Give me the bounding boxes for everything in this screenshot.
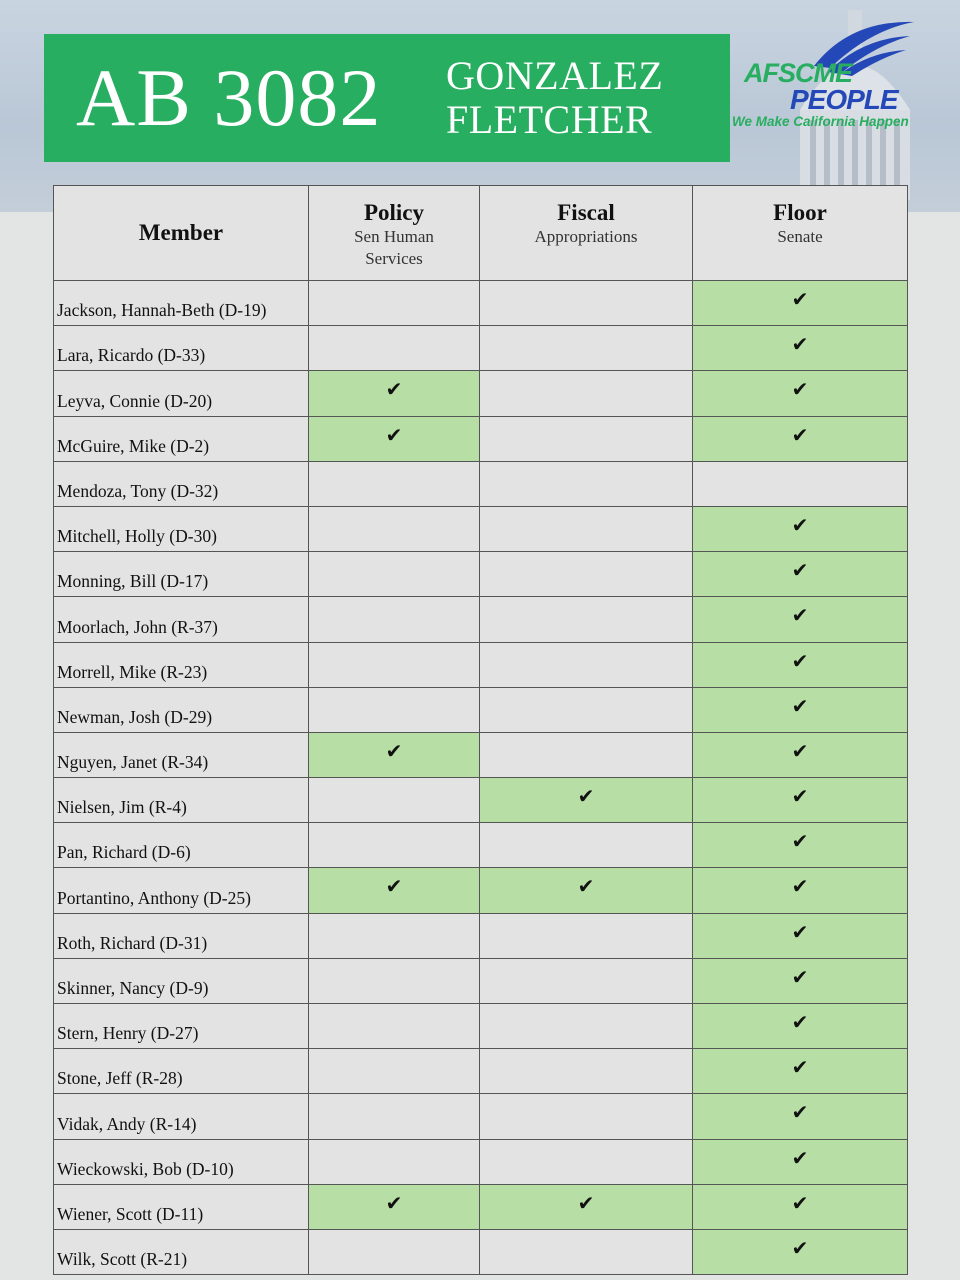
checkmark-icon: ✔ — [791, 512, 809, 537]
table-row — [54, 506, 908, 551]
floor-vote-cell — [693, 326, 908, 371]
table-row — [54, 778, 908, 823]
policy-vote-cell — [309, 552, 480, 597]
member-name: Newman, Josh (D-29) — [54, 687, 309, 732]
member-name: McGuire, Mike (D-2) — [54, 416, 309, 461]
table-row — [54, 416, 908, 461]
checkmark-icon: ✔ — [791, 1190, 809, 1215]
policy-vote-cell — [309, 1184, 480, 1229]
floor-vote-cell — [693, 597, 908, 642]
checkmark-icon: ✔ — [791, 422, 809, 447]
checkmark-icon: ✔ — [791, 919, 809, 944]
policy-subtitle: Sen Human Services — [354, 227, 434, 268]
checkmark-icon: ✔ — [791, 1010, 809, 1034]
table-row — [54, 1094, 908, 1139]
table-row — [54, 868, 908, 913]
fiscal-vote-cell — [480, 778, 693, 823]
fiscal-vote-cell — [480, 823, 693, 868]
policy-vote-cell — [309, 823, 480, 868]
table-row — [54, 461, 908, 506]
floor-vote-cell — [693, 552, 908, 597]
table-header-row — [54, 186, 908, 281]
policy-vote-cell — [309, 913, 480, 958]
fiscal-vote-cell — [480, 281, 693, 326]
fiscal-vote-cell — [480, 552, 693, 597]
table-row — [54, 823, 908, 868]
checkmark-icon: ✔ — [577, 1190, 595, 1215]
floor-vote-cell — [693, 687, 908, 732]
policy-title: Policy — [363, 200, 425, 225]
checkmark-icon: ✔ — [791, 784, 809, 809]
floor-vote-cell — [693, 1004, 908, 1049]
policy-vote-cell — [309, 687, 480, 732]
policy-vote-cell — [309, 1139, 480, 1184]
fiscal-vote-cell — [480, 1004, 693, 1049]
floor-vote-cell — [693, 371, 908, 416]
table-row — [54, 1004, 908, 1049]
fiscal-vote-cell — [480, 913, 693, 958]
member-name: Wilk, Scott (R-21) — [54, 1229, 309, 1274]
member-name: Stern, Henry (D-27) — [54, 1004, 309, 1049]
table-row — [54, 371, 908, 416]
checkmark-icon: ✔ — [385, 874, 403, 899]
fiscal-vote-cell — [480, 732, 693, 777]
floor-vote-cell — [693, 642, 908, 687]
table-row — [54, 642, 908, 687]
table-row — [54, 326, 908, 371]
fiscal-vote-cell — [480, 868, 693, 913]
policy-vote-cell — [309, 642, 480, 687]
policy-vote-cell — [309, 958, 480, 1003]
member-name: Pan, Richard (D-6) — [54, 823, 309, 868]
policy-vote-cell — [309, 732, 480, 777]
member-name: Moorlach, John (R-37) — [54, 597, 309, 642]
table-row — [54, 913, 908, 958]
fiscal-vote-cell — [480, 642, 693, 687]
checkmark-icon: ✔ — [791, 332, 809, 357]
floor-vote-cell — [693, 823, 908, 868]
fiscal-vote-cell — [480, 1184, 693, 1229]
floor-vote-cell — [693, 1139, 908, 1184]
floor-vote-cell — [693, 281, 908, 326]
logo-afscme-text: AFSCME — [744, 58, 852, 88]
vote-table — [53, 185, 908, 1275]
checkmark-icon: ✔ — [791, 1235, 809, 1260]
policy-vote-cell — [309, 1094, 480, 1139]
policy-vote-cell — [309, 1229, 480, 1274]
member-name: Morrell, Mike (R-23) — [54, 642, 309, 687]
floor-vote-cell — [693, 778, 908, 823]
fiscal-title: Fiscal — [557, 200, 615, 225]
fiscal-vote-cell — [480, 461, 693, 506]
checkmark-icon: ✔ — [385, 738, 403, 763]
fiscal-subtitle: Appropriations — [534, 227, 638, 246]
member-name: Monning, Bill (D-17) — [54, 552, 309, 597]
policy-vote-cell — [309, 868, 480, 913]
policy-vote-cell — [309, 281, 480, 326]
checkmark-icon: ✔ — [791, 1100, 809, 1125]
table-row — [54, 1049, 908, 1094]
checkmark-icon: ✔ — [791, 738, 809, 763]
logo-people-text: PEOPLE — [790, 84, 898, 115]
member-name: Lara, Ricardo (D-33) — [54, 326, 309, 371]
column-header-fiscal — [480, 186, 693, 281]
floor-vote-cell — [693, 1049, 908, 1094]
checkmark-icon: ✔ — [791, 964, 809, 989]
vote-table-container — [53, 185, 907, 1275]
checkmark-icon: ✔ — [791, 287, 809, 311]
author-line-1: GONZALEZ — [446, 53, 664, 98]
logo-tagline: We Make California Happen — [732, 114, 909, 129]
floor-vote-cell — [693, 416, 908, 461]
checkmark-icon: ✔ — [791, 693, 809, 718]
fiscal-vote-cell — [480, 416, 693, 461]
bill-number: AB 3082 — [76, 52, 382, 143]
policy-vote-cell — [309, 778, 480, 823]
checkmark-icon: ✔ — [791, 1145, 809, 1170]
table-row — [54, 1184, 908, 1229]
checkmark-icon: ✔ — [791, 558, 809, 583]
table-row — [54, 1139, 908, 1184]
member-name: Roth, Richard (D-31) — [54, 913, 309, 958]
table-row — [54, 597, 908, 642]
floor-vote-cell — [693, 506, 908, 551]
fiscal-vote-cell — [480, 1094, 693, 1139]
fiscal-vote-cell — [480, 597, 693, 642]
checkmark-icon: ✔ — [791, 874, 809, 899]
column-header-floor — [693, 186, 908, 281]
member-name: Nguyen, Janet (R-34) — [54, 732, 309, 777]
floor-vote-cell — [693, 461, 908, 506]
policy-vote-cell — [309, 416, 480, 461]
table-row — [54, 281, 908, 326]
fiscal-vote-cell — [480, 1229, 693, 1274]
policy-vote-cell — [309, 1004, 480, 1049]
checkmark-icon: ✔ — [385, 422, 403, 447]
table-row — [54, 958, 908, 1003]
member-name: Mitchell, Holly (D-30) — [54, 506, 309, 551]
floor-vote-cell — [693, 1094, 908, 1139]
floor-title: Floor — [773, 200, 827, 225]
policy-vote-cell — [309, 597, 480, 642]
member-name: Leyva, Connie (D-20) — [54, 371, 309, 416]
table-row — [54, 552, 908, 597]
title-banner — [44, 34, 730, 162]
table-row — [54, 732, 908, 777]
checkmark-icon: ✔ — [791, 603, 809, 628]
checkmark-icon: ✔ — [791, 1055, 809, 1080]
fiscal-vote-cell — [480, 1049, 693, 1094]
fiscal-vote-cell — [480, 958, 693, 1003]
member-name: Stone, Jeff (R-28) — [54, 1049, 309, 1094]
floor-vote-cell — [693, 1229, 908, 1274]
fiscal-vote-cell — [480, 687, 693, 732]
member-name: Jackson, Hannah-Beth (D-19) — [54, 281, 309, 326]
floor-vote-cell — [693, 868, 908, 913]
column-header-member: Member — [54, 186, 309, 281]
checkmark-icon: ✔ — [791, 377, 809, 402]
checkmark-icon: ✔ — [577, 784, 595, 809]
member-name: Wiener, Scott (D-11) — [54, 1184, 309, 1229]
floor-vote-cell — [693, 958, 908, 1003]
floor-subtitle: Senate — [777, 227, 823, 246]
fiscal-vote-cell — [480, 1139, 693, 1184]
checkmark-icon: ✔ — [385, 1190, 403, 1215]
checkmark-icon: ✔ — [385, 377, 403, 402]
member-name: Vidak, Andy (R-14) — [54, 1094, 309, 1139]
member-name: Nielsen, Jim (R-4) — [54, 778, 309, 823]
fiscal-vote-cell — [480, 326, 693, 371]
table-body — [54, 281, 908, 1275]
floor-vote-cell — [693, 732, 908, 777]
member-name: Skinner, Nancy (D-9) — [54, 958, 309, 1003]
checkmark-icon: ✔ — [791, 648, 809, 673]
policy-vote-cell — [309, 506, 480, 551]
policy-vote-cell — [309, 371, 480, 416]
bill-authors — [446, 54, 663, 142]
afscme-people-logo — [732, 14, 952, 134]
column-header-policy — [309, 186, 480, 281]
member-name: Wieckowski, Bob (D-10) — [54, 1139, 309, 1184]
author-line-2: FLETCHER — [446, 97, 653, 142]
floor-vote-cell — [693, 913, 908, 958]
fiscal-vote-cell — [480, 506, 693, 551]
policy-vote-cell — [309, 326, 480, 371]
policy-vote-cell — [309, 1049, 480, 1094]
checkmark-icon: ✔ — [577, 874, 595, 899]
table-row — [54, 687, 908, 732]
policy-vote-cell — [309, 461, 480, 506]
table-row — [54, 1229, 908, 1274]
checkmark-icon: ✔ — [791, 829, 809, 854]
fiscal-vote-cell — [480, 371, 693, 416]
member-name: Mendoza, Tony (D-32) — [54, 461, 309, 506]
floor-vote-cell — [693, 1184, 908, 1229]
member-name: Portantino, Anthony (D-25) — [54, 868, 309, 913]
